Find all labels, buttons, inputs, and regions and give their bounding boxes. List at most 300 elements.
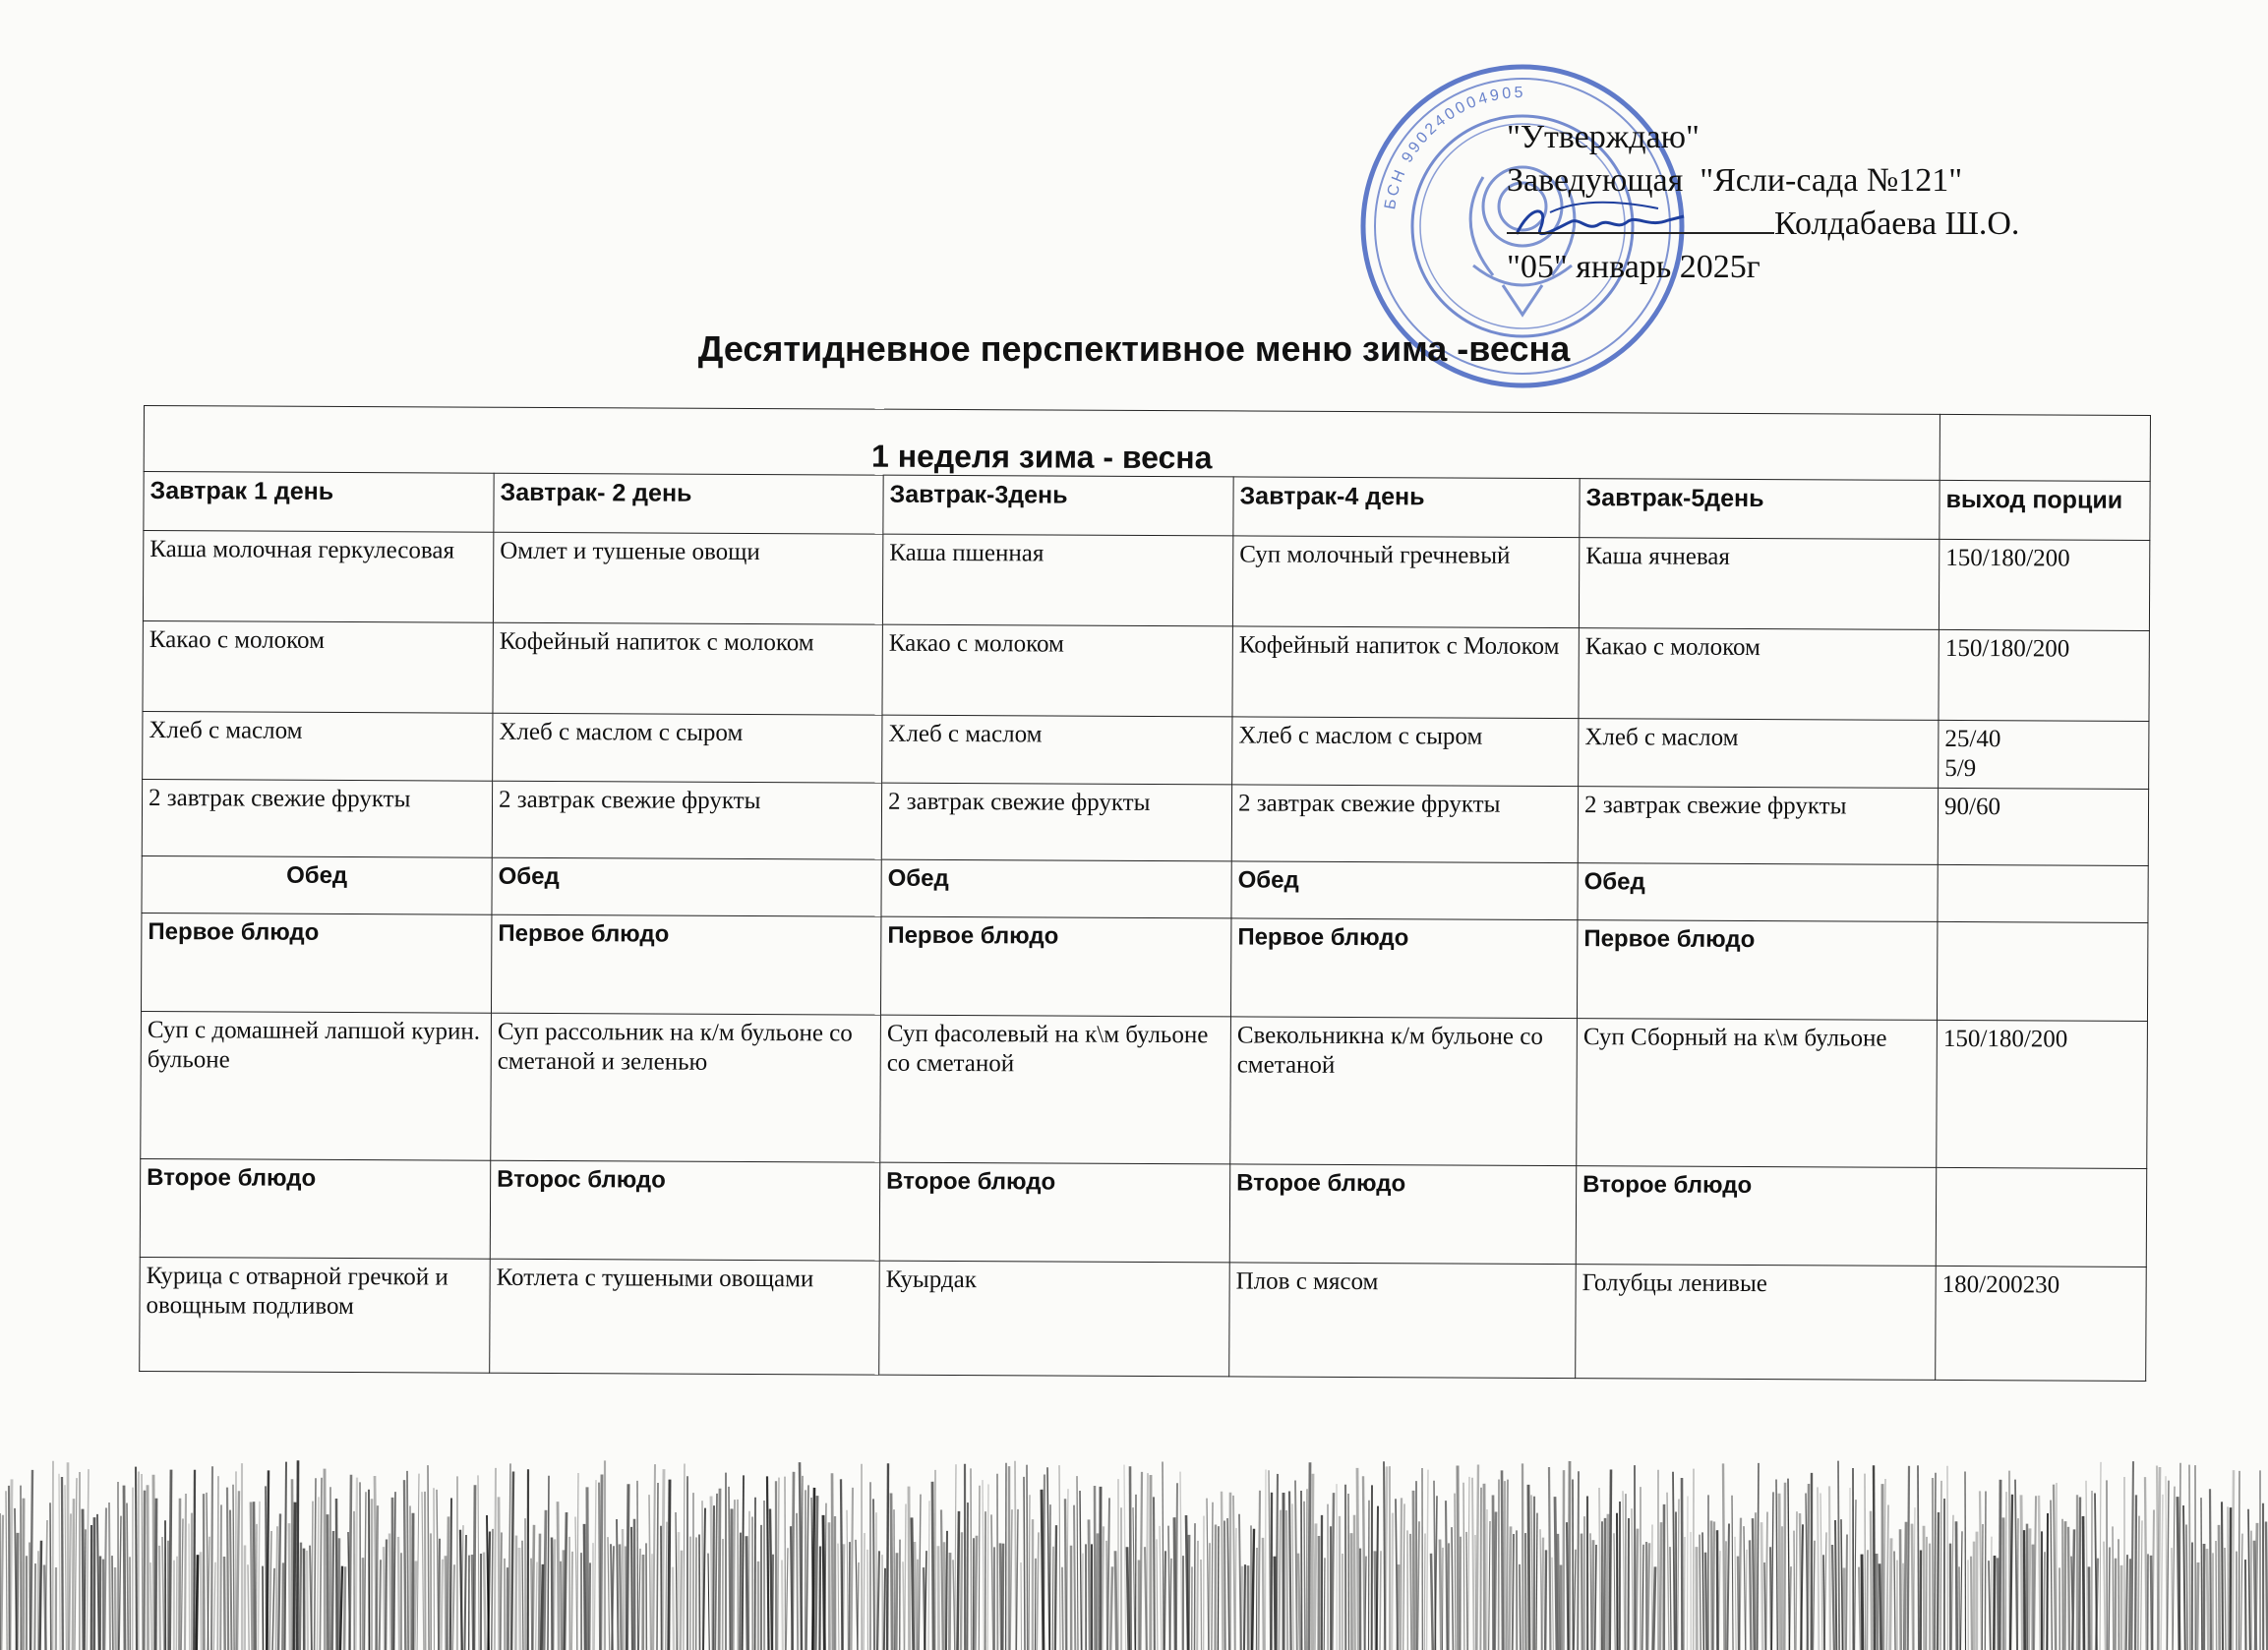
noise-stroke <box>825 1503 826 1650</box>
noise-stroke <box>1002 1544 1003 1650</box>
noise-stroke <box>708 1554 709 1650</box>
noise-stroke <box>884 1568 885 1650</box>
noise-stroke <box>320 1478 322 1650</box>
noise-stroke <box>1 1515 3 1650</box>
noise-stroke <box>488 1531 490 1650</box>
noise-stroke <box>2028 1528 2030 1650</box>
dish-cell: Голубцы ленивые <box>1576 1265 1937 1381</box>
noise-stroke <box>719 1489 720 1650</box>
noise-stroke <box>155 1499 156 1650</box>
noise-stroke <box>1727 1523 1729 1650</box>
noise-stroke <box>944 1542 945 1650</box>
noise-stroke <box>1256 1548 1257 1650</box>
noise-stroke <box>734 1500 735 1650</box>
noise-stroke <box>2189 1465 2190 1650</box>
noise-stroke <box>928 1501 929 1650</box>
noise-stroke <box>1960 1531 1962 1650</box>
course-label: Первое блюдо <box>880 916 1230 1017</box>
noise-stroke <box>162 1537 164 1650</box>
noise-stroke <box>975 1536 977 1650</box>
noise-stroke <box>2131 1461 2133 1650</box>
noise-stroke <box>307 1551 308 1650</box>
noise-stroke <box>786 1548 788 1650</box>
noise-stroke <box>224 1557 225 1650</box>
noise-stroke <box>478 1475 479 1650</box>
noise-stroke <box>1718 1551 1720 1650</box>
noise-stroke <box>1558 1534 1559 1650</box>
noise-stroke <box>1504 1481 1505 1650</box>
noise-stroke <box>1055 1525 1056 1650</box>
first-course-row <box>141 913 2148 1021</box>
noise-stroke <box>185 1494 186 1650</box>
noise-stroke <box>589 1562 590 1650</box>
approval-position: Заведующая "Ясли-сада №121" <box>1507 162 1963 199</box>
noise-stroke <box>376 1505 378 1650</box>
noise-stroke <box>1678 1500 1679 1650</box>
noise-stroke <box>2173 1487 2175 1650</box>
second-course-dishes-row <box>140 1257 2147 1381</box>
noise-stroke <box>1545 1550 1546 1650</box>
noise-stroke <box>1484 1484 1485 1650</box>
noise-stroke <box>407 1471 408 1650</box>
noise-stroke <box>653 1464 655 1650</box>
noise-stroke <box>176 1557 177 1650</box>
week-title-empty-cell <box>1940 414 2150 481</box>
noise-stroke <box>1452 1527 1453 1650</box>
noise-stroke <box>414 1561 416 1650</box>
noise-stroke <box>1440 1540 1441 1650</box>
noise-stroke <box>1513 1534 1514 1650</box>
noise-stroke <box>1130 1466 1131 1650</box>
dish-cell: Каша ячневая <box>1579 538 1939 630</box>
noise-stroke <box>1905 1522 1906 1650</box>
noise-stroke <box>612 1546 614 1650</box>
portion-cell: 150/180/200 <box>1937 1020 2148 1168</box>
noise-stroke <box>1157 1539 1158 1650</box>
noise-stroke <box>2079 1497 2080 1650</box>
noise-stroke <box>1102 1526 1104 1650</box>
noise-stroke <box>213 1562 215 1650</box>
dish-cell: 2 завтрак свежие фрукты <box>1578 787 1938 865</box>
noise-stroke <box>2015 1480 2017 1650</box>
noise-stroke <box>1458 1465 1459 1650</box>
dish-cell: 2 завтрак свежие фрукты <box>881 783 1231 861</box>
noise-stroke <box>1846 1535 1847 1650</box>
noise-stroke <box>1933 1478 1934 1650</box>
column-header: выход порции <box>1940 480 2150 540</box>
noise-stroke <box>1021 1562 1022 1650</box>
noise-stroke <box>919 1495 921 1650</box>
noise-stroke <box>364 1492 366 1650</box>
column-header: Завтрак-3день <box>883 475 1233 536</box>
noise-stroke <box>1711 1520 1712 1650</box>
dish-cell: Хлеб с маслом <box>1579 719 1939 789</box>
noise-stroke <box>1354 1515 1355 1650</box>
noise-stroke <box>991 1514 993 1650</box>
noise-stroke <box>1426 1470 1428 1650</box>
noise-stroke <box>983 1480 984 1650</box>
noise-stroke <box>703 1508 705 1650</box>
noise-stroke <box>1725 1541 1726 1650</box>
noise-stroke <box>1862 1555 1863 1650</box>
noise-stroke <box>1348 1494 1349 1650</box>
noise-stroke <box>684 1463 685 1650</box>
noise-stroke <box>1813 1541 1815 1650</box>
noise-stroke <box>251 1502 253 1650</box>
noise-stroke <box>272 1568 274 1650</box>
noise-stroke <box>34 1563 35 1650</box>
noise-stroke <box>1224 1521 1225 1650</box>
noise-stroke <box>1265 1469 1266 1650</box>
noise-stroke <box>1010 1509 1012 1650</box>
noise-stroke <box>2197 1562 2198 1650</box>
noise-stroke <box>1089 1519 1090 1650</box>
noise-stroke <box>1818 1487 1819 1650</box>
noise-stroke <box>2104 1542 2106 1650</box>
noise-stroke <box>1442 1548 1443 1650</box>
dish-cell: Кофейный напиток с Молоком <box>1232 626 1579 719</box>
noise-stroke <box>740 1533 741 1650</box>
noise-stroke <box>1147 1473 1148 1650</box>
noise-stroke <box>1507 1480 1508 1650</box>
svg-text:БСН 990240004905: БСН 990240004905 <box>1382 84 1526 211</box>
noise-stroke <box>23 1499 24 1650</box>
noise-stroke <box>594 1480 596 1650</box>
noise-stroke <box>541 1564 543 1650</box>
noise-stroke <box>1985 1491 1986 1650</box>
noise-stroke <box>1855 1500 1856 1650</box>
noise-stroke <box>464 1535 466 1650</box>
noise-stroke <box>1077 1476 1078 1650</box>
noise-stroke <box>1133 1507 1135 1650</box>
noise-stroke <box>539 1534 540 1650</box>
noise-stroke <box>1392 1513 1393 1650</box>
noise-stroke <box>1753 1518 1755 1650</box>
noise-stroke <box>144 1491 145 1650</box>
noise-stroke <box>743 1475 744 1650</box>
noise-stroke <box>961 1532 962 1650</box>
noise-stroke <box>729 1487 730 1650</box>
noise-stroke <box>1843 1567 1844 1650</box>
noise-stroke <box>649 1495 651 1650</box>
noise-stroke <box>2126 1555 2127 1650</box>
noise-stroke <box>83 1509 84 1650</box>
noise-stroke <box>115 1567 116 1650</box>
noise-stroke <box>389 1533 391 1650</box>
noise-stroke <box>2233 1470 2234 1650</box>
noise-stroke <box>1306 1489 1307 1650</box>
noise-stroke <box>1599 1488 1601 1650</box>
noise-stroke <box>571 1552 572 1650</box>
noise-stroke <box>1067 1489 1068 1650</box>
noise-stroke <box>189 1524 190 1650</box>
noise-stroke <box>806 1485 808 1650</box>
noise-stroke <box>673 1567 674 1650</box>
noise-stroke <box>2248 1509 2250 1650</box>
noise-stroke <box>30 1470 32 1650</box>
noise-stroke <box>1037 1532 1039 1650</box>
noise-stroke <box>1074 1505 1075 1650</box>
noise-stroke <box>1115 1551 1116 1650</box>
noise-stroke <box>1784 1483 1785 1650</box>
noise-stroke <box>1717 1530 1718 1650</box>
noise-stroke <box>2064 1521 2065 1650</box>
noise-stroke <box>159 1546 160 1650</box>
noise-stroke <box>1614 1533 1615 1650</box>
noise-stroke <box>336 1499 337 1650</box>
noise-stroke <box>87 1469 89 1650</box>
noise-stroke <box>292 1479 293 1650</box>
noise-stroke <box>233 1485 234 1650</box>
noise-stroke <box>1000 1543 1001 1650</box>
noise-stroke <box>681 1551 682 1650</box>
noise-stroke <box>638 1549 640 1650</box>
noise-stroke <box>1164 1551 1165 1650</box>
noise-stroke <box>843 1544 844 1650</box>
noise-stroke <box>1713 1521 1714 1650</box>
noise-stroke <box>847 1510 848 1650</box>
noise-stroke <box>10 1479 12 1650</box>
dish-cell: Омлет и тушеные овощи <box>493 532 882 624</box>
noise-stroke <box>1989 1561 1991 1650</box>
noise-stroke <box>1653 1566 1655 1650</box>
noise-stroke <box>1357 1468 1358 1650</box>
noise-stroke <box>1750 1540 1751 1650</box>
noise-stroke <box>657 1483 658 1650</box>
noise-stroke <box>2222 1502 2223 1650</box>
noise-stroke <box>450 1499 451 1650</box>
dish-cell: Каша молочная геркулесовая <box>143 531 493 623</box>
noise-stroke <box>1188 1535 1189 1650</box>
noise-stroke <box>315 1478 316 1650</box>
noise-stroke <box>1059 1465 1060 1650</box>
noise-stroke <box>1838 1461 1839 1650</box>
noise-stroke <box>746 1536 747 1650</box>
noise-stroke <box>344 1566 345 1650</box>
noise-stroke <box>1660 1522 1661 1650</box>
noise-stroke <box>2158 1467 2160 1650</box>
noise-stroke <box>1446 1501 1447 1650</box>
noise-stroke <box>2051 1501 2052 1650</box>
noise-stroke <box>356 1478 357 1650</box>
noise-stroke <box>637 1481 638 1650</box>
noise-stroke <box>1536 1513 1537 1650</box>
noise-stroke <box>1029 1495 1030 1650</box>
noise-stroke <box>946 1531 947 1650</box>
noise-stroke <box>864 1533 865 1650</box>
noise-stroke <box>838 1544 839 1650</box>
course-label: Первое блюдо <box>491 914 880 1015</box>
noise-stroke <box>1808 1484 1809 1650</box>
dish-cell: Суп фасолевый на к\м бульоне со сметаной <box>880 1015 1231 1164</box>
lunch-label: Обед <box>1231 861 1578 920</box>
noise-stroke <box>1209 1543 1210 1650</box>
noise-stroke <box>1455 1494 1456 1650</box>
noise-stroke <box>1127 1547 1129 1650</box>
noise-stroke <box>1914 1507 1915 1650</box>
noise-stroke <box>1702 1532 1703 1650</box>
noise-stroke <box>1642 1545 1643 1650</box>
portion-cell: 150/180/200 <box>1939 539 2149 630</box>
noise-stroke <box>282 1562 283 1650</box>
noise-stroke <box>713 1505 714 1650</box>
noise-stroke <box>1528 1485 1529 1650</box>
approval-heading: "Утверждаю" <box>1507 119 1700 155</box>
noise-stroke <box>1298 1554 1300 1650</box>
noise-stroke <box>258 1502 260 1650</box>
noise-stroke <box>1271 1493 1272 1650</box>
noise-stroke <box>1632 1508 1633 1650</box>
noise-stroke <box>631 1527 632 1650</box>
noise-stroke <box>1468 1477 1469 1650</box>
noise-stroke <box>2054 1485 2056 1650</box>
dish-cell: Куырдак <box>879 1261 1230 1377</box>
noise-stroke <box>548 1476 549 1650</box>
noise-stroke <box>1623 1491 1625 1650</box>
noise-stroke <box>220 1504 221 1650</box>
noise-stroke <box>1766 1512 1767 1650</box>
noise-stroke <box>2010 1495 2012 1650</box>
noise-stroke <box>1163 1462 1164 1650</box>
noise-stroke <box>384 1547 385 1650</box>
lunch-label: Обед <box>142 855 492 914</box>
noise-stroke <box>1212 1503 1213 1650</box>
noise-stroke <box>2152 1510 2154 1650</box>
noise-stroke <box>1705 1553 1706 1650</box>
portion-cell: 180/200230 <box>1936 1266 2147 1381</box>
noise-stroke <box>1080 1491 1081 1650</box>
noise-stroke <box>832 1473 833 1650</box>
noise-stroke <box>2219 1525 2220 1650</box>
course-label <box>1936 1167 2146 1267</box>
noise-stroke <box>1684 1537 1685 1650</box>
noise-stroke <box>1569 1461 1570 1650</box>
noise-stroke <box>1723 1463 1724 1650</box>
dish-cell: Котлета с тушеными овощами <box>490 1259 880 1375</box>
noise-stroke <box>941 1509 943 1650</box>
noise-stroke <box>2161 1495 2163 1650</box>
noise-stroke <box>1886 1504 1888 1650</box>
noise-stroke <box>2216 1541 2217 1650</box>
noise-stroke <box>1170 1559 1171 1650</box>
noise-stroke <box>1431 1554 1433 1650</box>
noise-stroke <box>532 1525 534 1650</box>
noise-stroke <box>1304 1502 1305 1650</box>
noise-stroke <box>1670 1547 1671 1650</box>
noise-stroke <box>815 1496 817 1650</box>
noise-stroke <box>256 1524 257 1650</box>
noise-stroke <box>285 1462 286 1650</box>
noise-stroke <box>2129 1559 2130 1650</box>
noise-stroke <box>1744 1526 1746 1650</box>
noise-stroke <box>858 1562 859 1650</box>
noise-stroke <box>2135 1495 2136 1650</box>
noise-stroke <box>254 1502 255 1650</box>
noise-stroke <box>1495 1512 1496 1650</box>
breakfast-row <box>143 711 2149 789</box>
noise-stroke <box>501 1532 502 1650</box>
noise-stroke <box>1289 1492 1291 1650</box>
noise-stroke <box>623 1529 624 1650</box>
noise-stroke <box>349 1475 351 1650</box>
noise-stroke <box>179 1499 180 1650</box>
noise-stroke <box>2138 1516 2139 1650</box>
portion-cell: 90/60 <box>1938 788 2148 865</box>
noise-stroke <box>2207 1549 2208 1650</box>
noise-stroke <box>587 1487 588 1650</box>
noise-stroke <box>150 1562 151 1650</box>
noise-stroke <box>1667 1493 1669 1650</box>
noise-stroke <box>958 1511 959 1650</box>
noise-stroke <box>1796 1511 1797 1650</box>
noise-stroke <box>1871 1511 1872 1650</box>
noise-stroke <box>608 1537 610 1650</box>
noise-stroke <box>1410 1534 1411 1650</box>
noise-stroke <box>1015 1461 1016 1650</box>
noise-stroke <box>2210 1489 2211 1650</box>
noise-stroke <box>553 1539 555 1650</box>
noise-stroke <box>955 1464 956 1650</box>
noise-stroke <box>932 1482 933 1650</box>
noise-stroke <box>1363 1476 1365 1650</box>
noise-stroke <box>565 1512 567 1650</box>
noise-stroke <box>515 1536 516 1650</box>
noise-stroke <box>2034 1496 2036 1650</box>
noise-stroke <box>289 1523 290 1650</box>
noise-stroke <box>73 1499 74 1650</box>
noise-stroke <box>666 1522 667 1650</box>
noise-stroke <box>119 1516 121 1650</box>
noise-stroke <box>1761 1522 1762 1650</box>
noise-stroke <box>925 1551 926 1650</box>
noise-stroke <box>2240 1534 2242 1650</box>
noise-stroke <box>1160 1526 1162 1650</box>
noise-stroke <box>1789 1566 1791 1650</box>
noise-stroke <box>1180 1472 1182 1650</box>
noise-stroke <box>1027 1465 1028 1650</box>
noise-stroke <box>2005 1492 2006 1650</box>
dish-cell: 2 завтрак свежие фрукты <box>492 781 881 859</box>
noise-stroke <box>1617 1513 1618 1650</box>
noise-stroke <box>59 1474 60 1650</box>
noise-stroke <box>1918 1465 1919 1650</box>
dish-cell: Суп Сборный на к\м бульоне <box>1577 1019 1938 1168</box>
noise-stroke <box>386 1539 387 1650</box>
noise-stroke <box>112 1556 113 1650</box>
noise-stroke <box>812 1488 814 1650</box>
noise-stroke <box>297 1460 298 1650</box>
noise-stroke <box>317 1497 319 1650</box>
noise-stroke <box>584 1524 585 1650</box>
portion-cell: 25/40 5/9 <box>1939 720 2149 789</box>
noise-stroke <box>380 1560 381 1650</box>
noise-stroke <box>1252 1529 1254 1650</box>
noise-stroke <box>1859 1567 1861 1650</box>
breakfast-row <box>142 779 2148 865</box>
noise-stroke <box>275 1526 277 1650</box>
noise-stroke <box>627 1484 628 1650</box>
noise-stroke <box>1312 1474 1313 1650</box>
noise-stroke <box>2141 1520 2142 1650</box>
noise-stroke <box>1377 1506 1378 1650</box>
noise-stroke <box>1900 1529 1901 1650</box>
noise-stroke <box>1324 1558 1325 1650</box>
noise-stroke <box>1035 1559 1036 1650</box>
dish-cell: Каша пшенная <box>882 534 1232 626</box>
column-header: Завтрак 1 день <box>144 472 494 533</box>
noise-stroke <box>1998 1558 1999 1650</box>
noise-stroke <box>127 1503 128 1650</box>
